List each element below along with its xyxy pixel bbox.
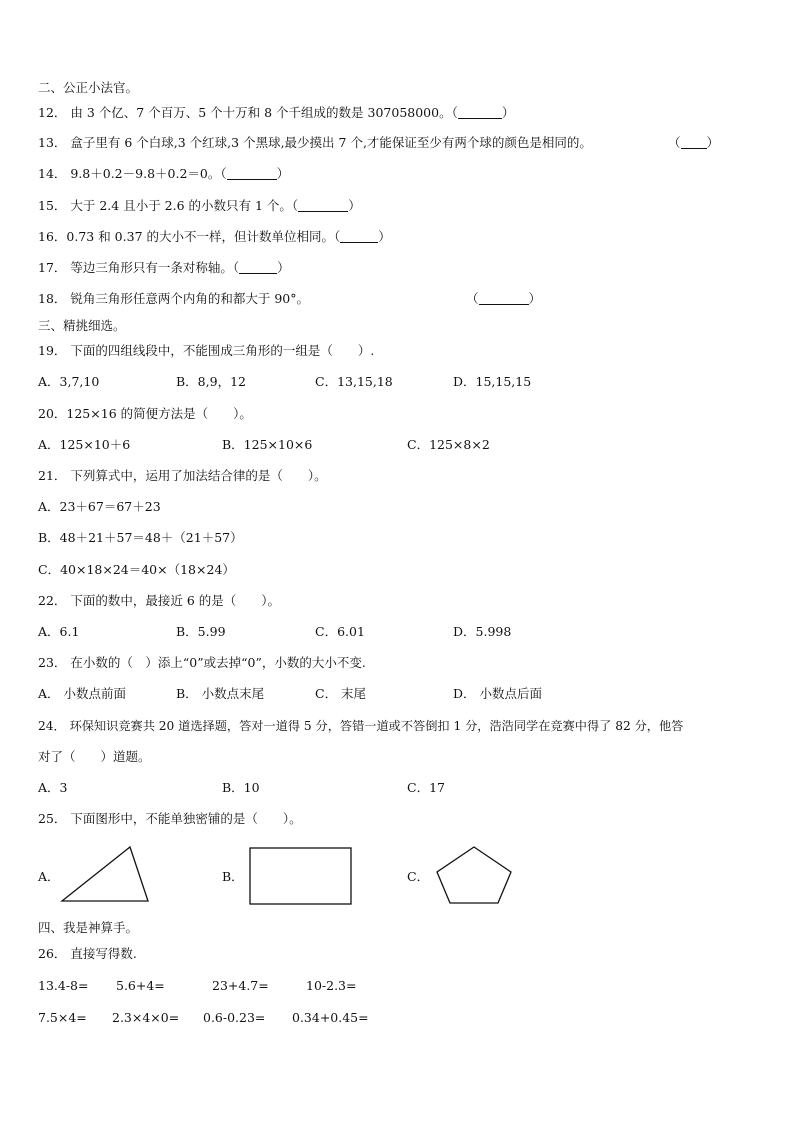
q22-option-d[interactable]: D．5.998 (453, 624, 512, 639)
triangle-shape (60, 845, 160, 907)
answer-blank[interactable] (227, 167, 277, 180)
q23-option-d[interactable]: D． 小数点后面 (453, 686, 542, 701)
q24-option-a[interactable]: A．3 (38, 780, 68, 795)
q25-option-b[interactable]: B． (222, 869, 244, 884)
question-25-stem: 25． 下面图形中，不能单独密铺的是（ ）。 (38, 811, 302, 826)
q25-option-a[interactable]: A． (38, 869, 60, 884)
answer-blank[interactable] (239, 261, 277, 274)
q22-option-c[interactable]: C．6.01 (315, 624, 365, 639)
question-21-stem: 21． 下列算式中，运用了加法结合律的是（ ）。 (38, 468, 327, 483)
answer-blank[interactable] (458, 106, 502, 119)
q20-option-a[interactable]: A．125×10＋6 (38, 437, 131, 452)
question-12: 12． 由 3 个亿、7 个百万、5 个十万和 8 个千组成的数是 307058000。（ ） (38, 105, 515, 120)
q20-option-b[interactable]: B．125×10×6 (222, 437, 313, 452)
rectangle-shape (249, 847, 353, 907)
section-2-title: 二、公正小法官。 (38, 80, 139, 95)
q23-option-a[interactable]: A． 小数点前面 (38, 686, 127, 701)
question-22-stem: 22． 下面的数中，最接近 6 的是（ ）。 (38, 593, 281, 608)
section-4-title: 四、我是神算手。 (38, 920, 139, 935)
question-24-stem-line1: 24． 环保知识竞赛共 20 道选择题，答对一道得 5 分，答错一道或不答倒扣 1 分，浩浩同学在竞赛中得了 82 分，他答 (38, 719, 684, 733)
q22-option-b[interactable]: B．5.99 (176, 624, 226, 639)
calc-item: 10-2.3= (306, 978, 357, 993)
calc-item: 2.3×4×0= (112, 1010, 180, 1025)
calc-item: 0.6-0.23= (203, 1010, 266, 1025)
q21-option-c[interactable]: C．40×18×24＝40×（18×24） (38, 562, 235, 577)
question-17: 17． 等边三角形只有一条对称轴。（ ） (38, 260, 290, 275)
section-3-title: 三、精挑细选。 (38, 318, 126, 333)
question-18-blank: （ ） (466, 291, 542, 306)
calc-item: 5.6+4= (116, 978, 165, 993)
q19-option-b[interactable]: B．8,9，12 (176, 374, 246, 389)
q21-option-a[interactable]: A．23＋67＝67＋23 (38, 499, 161, 514)
pentagon-shape (436, 845, 516, 907)
q24-option-c[interactable]: C．17 (407, 780, 445, 795)
question-23-stem: 23． 在小数的（ ）添上“0”或去掉“0”，小数的大小不变. (38, 655, 366, 670)
q25-option-c[interactable]: C． (407, 869, 430, 884)
question-15: 15． 大于 2.4 且小于 2.6 的小数只有 1 个。（ ） (38, 198, 361, 213)
calc-item: 7.5×4= (38, 1010, 87, 1025)
q23-option-b[interactable]: B． 小数点末尾 (176, 686, 265, 701)
question-24-stem-line2: 对了（ ）道题。 (38, 749, 151, 764)
answer-blank[interactable] (340, 230, 378, 243)
q19-option-d[interactable]: D．15,15,15 (453, 374, 532, 389)
answer-blank[interactable] (681, 136, 707, 149)
calc-item: 13.4-8= (38, 978, 89, 993)
question-14: 14． 9.8＋0.2－9.8＋0.2＝0。（ ） (38, 166, 290, 181)
q20-option-c[interactable]: C．125×8×2 (407, 437, 490, 452)
q19-option-a[interactable]: A．3,7,10 (38, 374, 100, 389)
q19-option-c[interactable]: C．13,15,18 (315, 374, 393, 389)
question-16: 16．0.73 和 0.37 的大小不一样，但计数单位相同。（ ） (38, 229, 391, 244)
question-19-stem: 19． 下面的四组线段中，不能围成三角形的一组是（ ）. (38, 343, 375, 358)
answer-blank[interactable] (298, 199, 348, 212)
q23-option-c[interactable]: C． 末尾 (315, 686, 367, 701)
q24-option-b[interactable]: B．10 (222, 780, 260, 795)
question-20-stem: 20．125×16 的简便方法是（ ）。 (38, 406, 252, 421)
calc-item: 23+4.7= (212, 978, 269, 993)
q21-option-b[interactable]: B．48＋21＋57＝48＋（21＋57） (38, 530, 243, 545)
question-18: 18． 锐角三角形任意两个内角的和都大于 90°。 (38, 291, 310, 306)
question-13-blank: （ ） (668, 135, 720, 150)
answer-blank[interactable] (479, 292, 529, 305)
question-26-stem: 26． 直接写得数. (38, 946, 137, 961)
calc-item: 0.34+0.45= (292, 1010, 369, 1025)
question-13: 13． 盒子里有 6 个白球,3 个红球,3 个黑球,最少摸出 7 个,才能保证至少有两个球的颜色是相同的。 (38, 135, 592, 150)
q22-option-a[interactable]: A．6.1 (38, 624, 80, 639)
